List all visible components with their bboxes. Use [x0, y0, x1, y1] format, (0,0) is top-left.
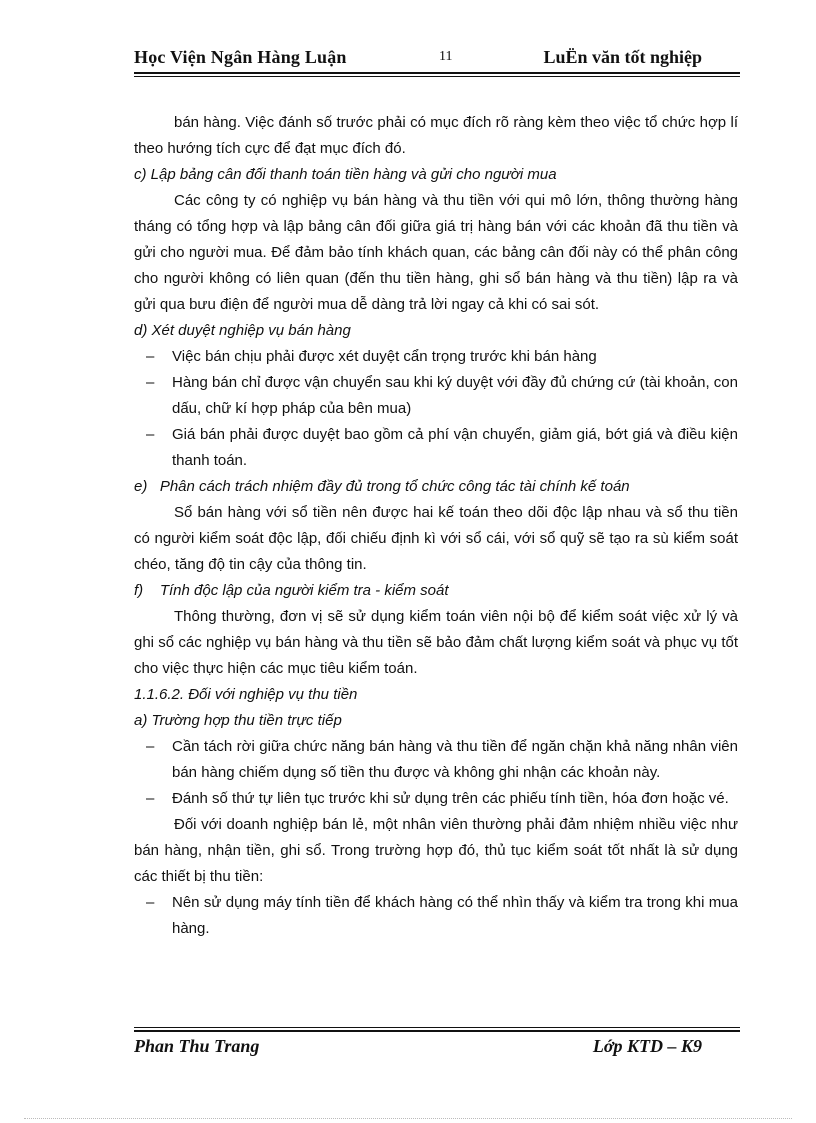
footer-class: Lớp KTD – K9: [592, 1036, 702, 1056]
header-institution: Học Viện Ngân Hàng Luận: [134, 47, 347, 67]
page-edge-divider: [24, 1118, 792, 1119]
dash-bullet: –: [146, 790, 155, 807]
list-item: – Đánh số thứ tự liên tục trước khi sử dụng trên các phiếu tính tiền, hóa đơn hoặc vé.: [134, 786, 738, 812]
section-heading: 1.1.6.2. Đối với nghiệp vụ thu tiền: [134, 686, 358, 703]
heading-d: d) Xét duyệt nghiệp vụ bán hàng: [134, 322, 351, 339]
heading-e: e) Phân cách trách nhiệm đầy đủ trong tổ chức công tác tài chính kế toán: [134, 478, 630, 495]
list-item: – Hàng bán chỉ được vận chuyển sau khi ký duyệt với đầy đủ chứng cứ (tài khoản, con dấu, chữ kí hợp pháp của bên mua): [134, 370, 738, 422]
page-body: [134, 110, 738, 942]
footer-rule-thick: [134, 1030, 740, 1032]
dash-bullet: –: [146, 374, 155, 391]
list-item: – Nên sử dụng máy tính tiền để khách hàng có thể nhìn thấy và kiểm tra trong khi mua hàng.: [134, 890, 738, 942]
dash-bullet: –: [146, 738, 155, 755]
paragraph: Các công ty có nghiệp vụ bán hàng và thu tiền với qui mô lớn, thông thường hàng tháng có tổng hợp và lập bảng cân đối giữa giá trị hàng bán với các khoản đã thu tiền và gửi cho người mua. Để đảm bảo tính khách quan, các bảng cân đối này có thể phân công cho người không có liên quan (đến thu tiền hàng, ghi sổ bán hàng và thu tiền) lập ra và gửi qua bưu điện để người mua dễ dàng trả lời ngay cả khi có sai sót.: [134, 192, 738, 313]
dash-bullet: –: [146, 894, 155, 911]
header-doc-type: LuËn văn tốt nghiệp: [543, 47, 702, 67]
dash-bullet: –: [146, 426, 155, 443]
header-rule-thick: [134, 72, 740, 74]
list-item: – Cần tách rời giữa chức năng bán hàng và thu tiền để ngăn chặn khả năng nhân viên bán hàng chiếm dụng số tiền thu được và không ghi nhận các khoản này.: [134, 734, 738, 786]
heading-f: f) Tính độc lập của người kiểm tra - kiểm soát: [134, 582, 449, 599]
list-item: – Giá bán phải được duyệt bao gồm cả phí vận chuyển, giảm giá, bớt giá và điều kiện thanh toán.: [134, 422, 738, 474]
paragraph: bán hàng. Việc đánh số trước phải có mục đích rõ ràng kèm theo việc tổ chức hợp lí theo hướng tích cực để đạt mục đích đó.: [134, 114, 738, 157]
page-header: [134, 47, 738, 71]
page-number: 11: [439, 49, 453, 64]
list-item: – Việc bán chịu phải được xét duyệt cẩn trọng trước khi bán hàng: [134, 344, 738, 370]
paragraph: Sổ bán hàng với sổ tiền nên được hai kế toán theo dõi độc lập nhau và sổ thu tiền có người kiểm soát độc lập, đối chiếu định kì với sổ cái, với sổ quỹ sẽ tạo ra sù kiểm soát chéo, tăng độ tin cậy của thông tin.: [134, 504, 738, 573]
footer-rule-thin: [134, 1027, 740, 1028]
footer-author: Phan Thu Trang: [134, 1036, 260, 1056]
heading-a: a) Trường hợp thu tiền trực tiếp: [134, 712, 342, 729]
header-rule-thin: [134, 76, 740, 77]
paragraph: Đối với doanh nghiệp bán lẻ, một nhân viên thường phải đảm nhiệm nhiều việc như bán hàng, nhận tiền, ghi sổ. Trong trường hợp đó, thủ tục kiểm soát tốt nhất là sử dụng các thiết bị thu tiền:: [134, 816, 738, 885]
heading-c: c) Lập bảng cân đối thanh toán tiền hàng và gửi cho người mua: [134, 166, 557, 183]
page-footer: [134, 1036, 738, 1060]
dash-bullet: –: [146, 348, 155, 365]
paragraph: Thông thường, đơn vị sẽ sử dụng kiểm toán viên nội bộ để kiểm soát việc xử lý và ghi sổ các nghiệp vụ bán hàng và thu tiền sẽ bảo đảm chất lượng kiểm soát và phục vụ tốt cho việc thực hiện các mục tiêu kiểm toán.: [134, 608, 738, 677]
